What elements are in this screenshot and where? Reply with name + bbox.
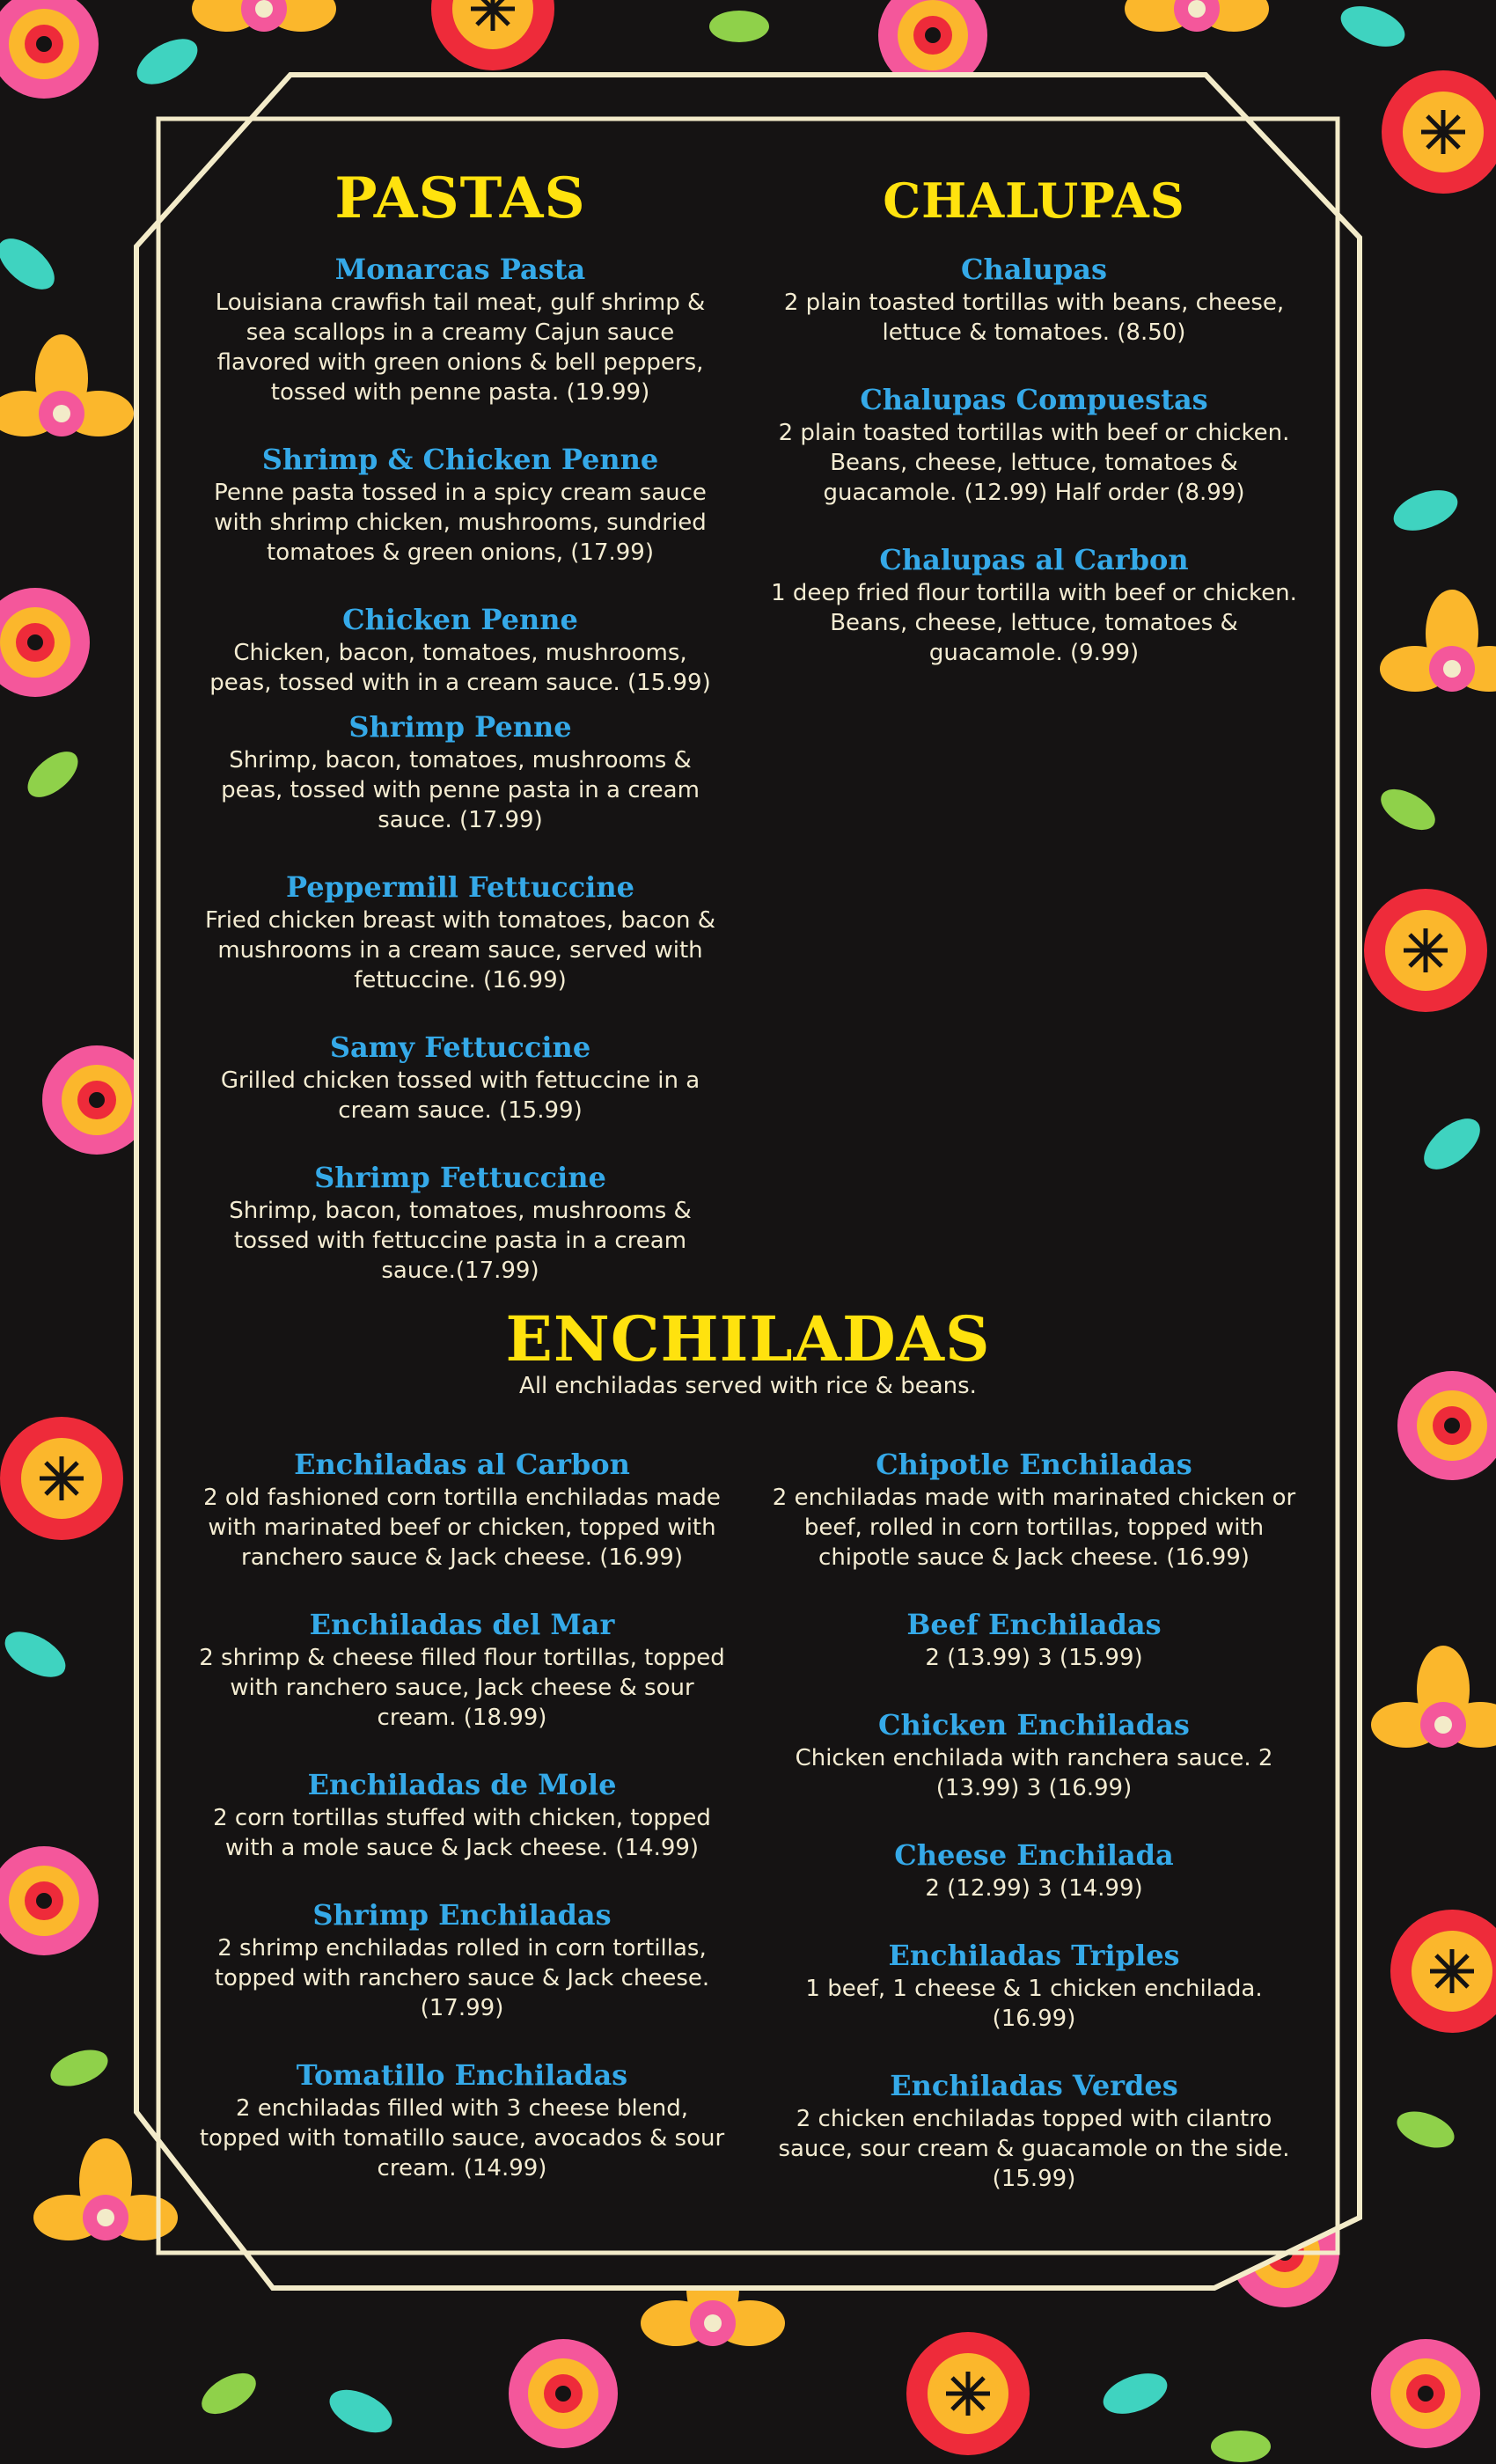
menu-item	[194, 1768, 730, 1863]
item-description: Grilled chicken tossed with fettuccine in a cream sauce. (15.99)	[220, 1067, 700, 1124]
item-name: Chicken Enchiladas	[878, 1708, 1190, 1742]
item-description: 1 beef, 1 cheese & 1 chicken enchilada. (16.99)	[805, 1976, 1263, 2032]
enchiladas-left-column	[194, 1448, 730, 2218]
menu-item	[194, 2058, 730, 2183]
item-name: Shrimp Penne	[348, 710, 572, 744]
chalupas-title: CHALUPAS	[883, 172, 1185, 229]
item-name: Enchiladas Triples	[888, 1939, 1180, 1972]
menu-item	[766, 1608, 1302, 1673]
enchiladas-title: ENCHILADAS	[505, 1302, 991, 1375]
menu-item	[201, 870, 720, 995]
menu-item	[770, 383, 1298, 508]
enchiladas-right-column	[766, 1448, 1302, 2229]
menu-item	[766, 2069, 1302, 2194]
item-name: Cheese Enchilada	[894, 1838, 1174, 1872]
item-description: 1 deep fried flour tortilla with beef or chicken. Beans, cheese, lettuce, tomatoes & guacamole. (9.99)	[771, 580, 1297, 666]
item-description: 2 (13.99) 3 (15.99)	[925, 1645, 1143, 1671]
item-name: Shrimp & Chicken Penne	[261, 443, 659, 476]
item-description: 2 enchiladas made with marinated chicken or beef, rolled in corn tortillas, topped with chipotle sauce & Jack cheese. (16.99)	[772, 1485, 1296, 1571]
item-name: Chalupas Compuestas	[860, 383, 1208, 416]
item-description: 2 shrimp & cheese filled flour tortillas, topped with ranchero sauce, Jack cheese & sour cream. (18.99)	[199, 1645, 725, 1731]
item-name: Tomatillo Enchiladas	[296, 2058, 628, 2092]
item-description: 2 corn tortillas stuffed with chicken, topped with a mole sauce & Jack cheese. (14.99)	[213, 1805, 711, 1861]
item-name: Monarcas Pasta	[334, 253, 586, 286]
item-description: Fried chicken breast with tomatoes, bacon & mushrooms in a cream sauce, served with fettuccine. (16.99)	[204, 907, 716, 994]
pastas-title: PASTAS	[334, 165, 586, 231]
item-name: Enchiladas de Mole	[307, 1768, 617, 1801]
item-name: Enchiladas Verdes	[890, 2069, 1178, 2102]
item-name: Enchiladas del Mar	[309, 1608, 615, 1641]
item-name: Beef Enchiladas	[906, 1608, 1162, 1641]
pastas-column	[201, 253, 720, 1321]
item-description: 2 plain toasted tortillas with beans, cheese, lettuce & tomatoes. (8.50)	[783, 290, 1285, 346]
enchiladas-subtitle: All enchiladas served with rice & beans.	[519, 1373, 977, 1399]
item-name: Chicken Penne	[342, 603, 578, 636]
menu-item	[766, 1939, 1302, 2034]
menu-item	[766, 1708, 1302, 1803]
item-name: Shrimp Enchiladas	[312, 1898, 612, 1932]
item-description: Penne pasta tossed in a spicy cream sauce with shrimp chicken, mushrooms, sundried tomatoes & green onions, (17.99)	[214, 480, 707, 566]
item-name: Peppermill Fettuccine	[286, 870, 634, 904]
item-description: Louisiana crawfish tail meat, gulf shrimp & sea scallops in a creamy Cajun sauce flavored with green onions & bell peppers, tossed with penne pasta. (19.99)	[215, 290, 706, 406]
item-description: 2 chicken enchiladas topped with cilantro sauce, sour cream & guacamole on the side. (15.99)	[778, 2106, 1290, 2192]
item-description: Shrimp, bacon, tomatoes, mushrooms & tossed with fettuccine pasta in a cream sauce.(17.99)	[229, 1198, 692, 1284]
menu-item	[194, 1898, 730, 2023]
menu-item	[770, 253, 1298, 348]
item-name: Enchiladas al Carbon	[294, 1448, 630, 1481]
menu-item	[766, 1838, 1302, 1903]
menu-item	[201, 1030, 720, 1126]
menu-item	[194, 1608, 730, 1733]
item-description: 2 enchiladas filled with 3 cheese blend, topped with tomatillo sauce, avocados & sour cream. (14.99)	[199, 2095, 725, 2182]
chalupas-column	[770, 253, 1298, 703]
item-description: 2 (12.99) 3 (14.99)	[925, 1875, 1143, 1902]
item-name: Chipotle Enchiladas	[876, 1448, 1192, 1481]
item-description: Shrimp, bacon, tomatoes, mushrooms & peas, tossed with penne pasta in a cream sauce. (17.99)	[221, 747, 700, 833]
item-name: Shrimp Fettuccine	[314, 1161, 606, 1194]
item-name: Chalupas al Carbon	[879, 543, 1189, 576]
item-name: Chalupas	[960, 253, 1107, 286]
item-description: 2 shrimp enchiladas rolled in corn tortillas, topped with ranchero sauce & Jack cheese. (17.99)	[214, 1935, 710, 2021]
menu-item	[770, 543, 1298, 668]
menu-item	[201, 710, 720, 835]
item-name: Samy Fettuccine	[329, 1030, 591, 1064]
menu-item	[201, 603, 720, 698]
menu-item	[194, 1448, 730, 1573]
menu-item	[201, 1161, 720, 1286]
menu-item	[201, 253, 720, 407]
item-description: Chicken enchilada with ranchera sauce. 2 (13.99) 3 (16.99)	[795, 1745, 1273, 1801]
menu-item	[766, 1448, 1302, 1573]
menu-item	[201, 443, 720, 568]
item-description: Chicken, bacon, tomatoes, mushrooms, peas, tossed with in a cream sauce. (15.99)	[209, 640, 711, 696]
item-description: 2 plain toasted tortillas with beef or chicken. Beans, cheese, lettuce, tomatoes & guacamole. (12.99) Half order (8.99)	[778, 420, 1290, 506]
item-description: 2 old fashioned corn tortilla enchiladas made with marinated beef or chicken, topped with ranchero sauce & Jack cheese. (16.99)	[203, 1485, 721, 1571]
